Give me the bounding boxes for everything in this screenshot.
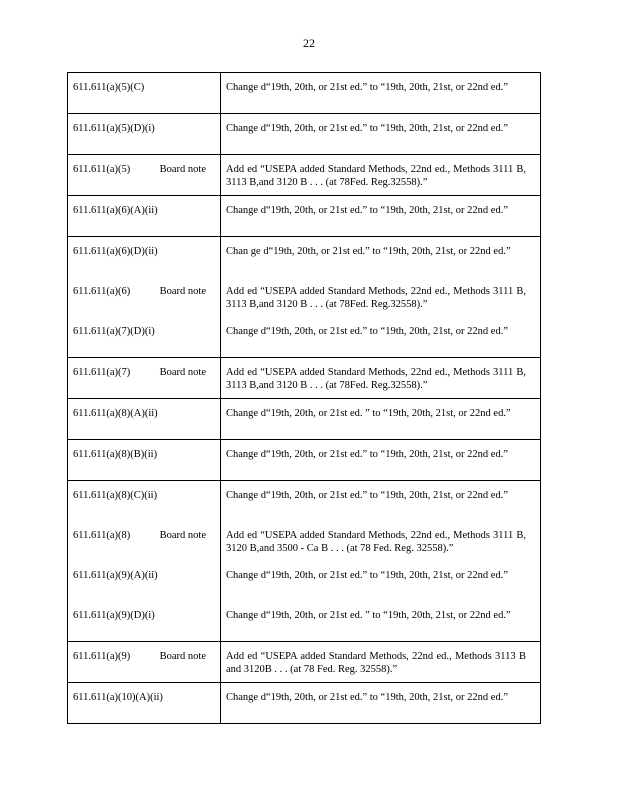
section-reference: 611.611(a)(8)(A)(ii) [73,408,158,419]
section-reference: 611.611(a)(9) Board note [73,651,206,662]
table-row [68,73,541,114]
table-row [68,440,541,481]
section-reference: 611.611(a)(7) Board note [73,367,206,378]
change-cell [221,440,541,481]
section-cell [68,683,221,724]
table-row [68,237,541,358]
change-cell [221,114,541,155]
change-description: Chan ge d“19th, 20th, or 21st ed.” to “19th, 20th, 21st, or 22nd ed.” [226,246,511,257]
section-reference: 611.611(a)(5) Board note [73,164,206,175]
section-cell [68,196,221,237]
change-description: Change d“19th, 20th, or 21st ed.” to “19th, 20th, 21st, or 22nd ed.” [226,326,508,337]
section-reference: 611.611(a)(9)(D)(i) [73,610,155,621]
change-description: Change d“19th, 20th, or 21st ed.” to “19th, 20th, 21st, or 22nd ed.” [226,123,508,134]
change-description: Add ed “USEPA added Standard Methods, 22nd ed., Methods 3111 B, 3120 B,and 3500 - Ca B . . . (at 78 Fed. Reg. 32558).” [226,530,526,554]
section-reference: 611.611(a)(6)(A)(ii) [73,205,158,216]
page-number: 22 [303,36,315,50]
section-reference: 611.611(a)(8) Board note [73,530,206,541]
section-cell [68,237,221,358]
change-description: Change d“19th, 20th, or 21st ed.” to “19th, 20th, 21st, or 22nd ed.” [226,205,508,216]
table-row [68,399,541,440]
table-row [68,642,541,683]
section-reference: 611.611(a)(6)(D)(ii) [73,246,158,257]
change-description: Add ed “USEPA added Standard Methods, 22nd ed., Methods 3111 B, 3113 B,and 3120 B . . . (at 78Fed. Reg.32558).” [226,286,526,310]
table-row [68,481,541,642]
change-description: Change d“19th, 20th, or 21st ed.” to “19th, 20th, 21st, or 22nd ed.” [226,449,508,460]
section-cell [68,155,221,196]
change-cell [221,155,541,196]
table-row [68,683,541,724]
section-cell [68,358,221,399]
change-cell [221,399,541,440]
change-description: Add ed “USEPA added Standard Methods, 22nd ed., Methods 3113 B and 3120B . . . (at 78 Fed. Reg. 32558).” [226,651,526,675]
table-row [68,155,541,196]
section-reference: 611.611(a)(8)(C)(ii) [73,490,158,501]
section-reference: 611.611(a)(5)(C) [73,82,145,93]
section-reference: 611.611(a)(10)(A)(ii) [73,692,163,703]
section-reference: 611.611(a)(5)(D)(i) [73,123,155,134]
section-cell [68,399,221,440]
change-description: Change d“19th, 20th, or 21st ed. ” to “19th, 20th, 21st, or 22nd ed.” [226,408,511,419]
change-cell [221,237,541,358]
change-description: Change d“19th, 20th, or 21st ed.” to “19th, 20th, 21st, or 22nd ed.” [226,490,508,501]
change-description: Change d“19th, 20th, or 21st ed.” to “19th, 20th, 21st, or 22nd ed.” [226,692,508,703]
change-description: Change d“19th, 20th, or 21st ed.” to “19th, 20th, 21st, or 22nd ed.” [226,82,508,93]
table-row [68,358,541,399]
section-reference: 611.611(a)(9)(A)(ii) [73,570,158,581]
change-cell [221,481,541,642]
change-description: Change d“19th, 20th, or 21st ed.” to “19th, 20th, 21st, or 22nd ed.” [226,570,508,581]
section-cell [68,642,221,683]
change-description: Add ed “USEPA added Standard Methods, 22nd ed., Methods 3111 B, 3113 B,and 3120 B . . . (at 78Fed. Reg.32558).” [226,164,526,188]
section-reference: 611.611(a)(8)(B)(ii) [73,449,158,460]
table-row [68,114,541,155]
change-cell [221,642,541,683]
section-cell [68,481,221,642]
change-cell [221,73,541,114]
change-cell [221,196,541,237]
section-cell [68,440,221,481]
change-description: Add ed “USEPA added Standard Methods, 22nd ed., Methods 3111 B, 3113 B,and 3120 B . . . (at 78Fed. Reg.32558).” [226,367,526,391]
section-reference: 611.611(a)(6) Board note [73,286,206,297]
change-cell [221,683,541,724]
change-cell [221,358,541,399]
table-row [68,196,541,237]
section-reference: 611.611(a)(7)(D)(i) [73,326,155,337]
change-description: Change d“19th, 20th, or 21st ed. ” to “19th, 20th, 21st, or 22nd ed.” [226,610,511,621]
amendments-table-body [68,73,541,724]
section-cell [68,114,221,155]
amendments-table [67,72,541,724]
section-cell [68,73,221,114]
